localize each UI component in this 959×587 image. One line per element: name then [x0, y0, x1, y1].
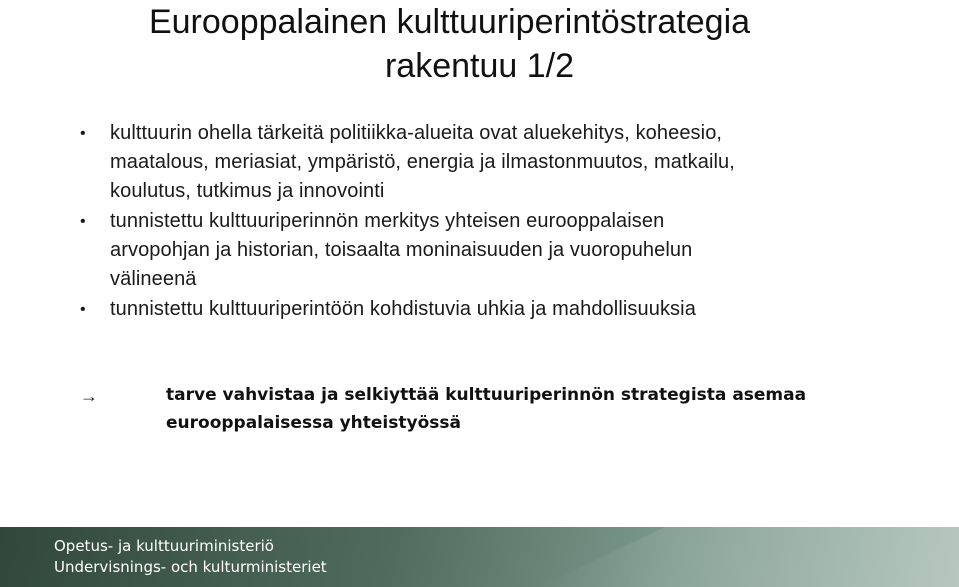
slide-title-line-1: Eurooppalainen kulttuuriperintöstrategia — [148, 3, 751, 41]
ministry-name-finnish: Opetus- ja kulttuuriministeriö — [54, 537, 274, 555]
footer-decoration — [539, 527, 959, 587]
bullet-list — [80, 119, 900, 325]
bullet-item — [80, 119, 900, 206]
bullet-line: arvopohjan ja historian, toisaalta moninaisuuden ja vuoropuhelun — [110, 239, 693, 261]
bullet-item — [80, 207, 900, 294]
bullet-item — [80, 295, 900, 324]
conclusion-text — [166, 381, 886, 437]
bullet-dot-icon: • — [80, 301, 86, 318]
bullet-dot-icon: • — [80, 125, 86, 142]
bullet-line: tunnistettu kulttuuriperintöön kohdistuvia uhkia ja mahdollisuuksia — [110, 298, 696, 320]
bullet-line: välineenä — [110, 268, 197, 290]
bullet-line: maatalous, meriasiat, ympäristö, energia ja ilmastonmuutos, matkailu, — [110, 151, 735, 173]
bullet-line: koulutus, tutkimus ja innovointi — [110, 180, 385, 202]
footer-banner — [0, 527, 959, 587]
ministry-name — [54, 536, 327, 578]
conclusion-line: eurooppalaisessa yhteistyössä — [166, 413, 461, 433]
conclusion-line: tarve vahvistaa ja selkiyttää kulttuuriperinnön strategista asemaa — [166, 385, 807, 405]
arrow-right-icon: → — [80, 386, 98, 406]
slide-title-line-2: rakentuu 1/2 — [384, 47, 575, 85]
slide-title — [0, 0, 959, 88]
bullet-line: tunnistettu kulttuuriperinnön merkitys yhteisen eurooppalaisen — [110, 210, 665, 232]
ministry-name-swedish: Undervisnings- och kulturministeriet — [54, 558, 327, 576]
bullet-line: kulttuurin ohella tärkeitä politiikka-alueita ovat aluekehitys, koheesio, — [110, 122, 723, 144]
bullet-dot-icon: • — [80, 213, 86, 230]
